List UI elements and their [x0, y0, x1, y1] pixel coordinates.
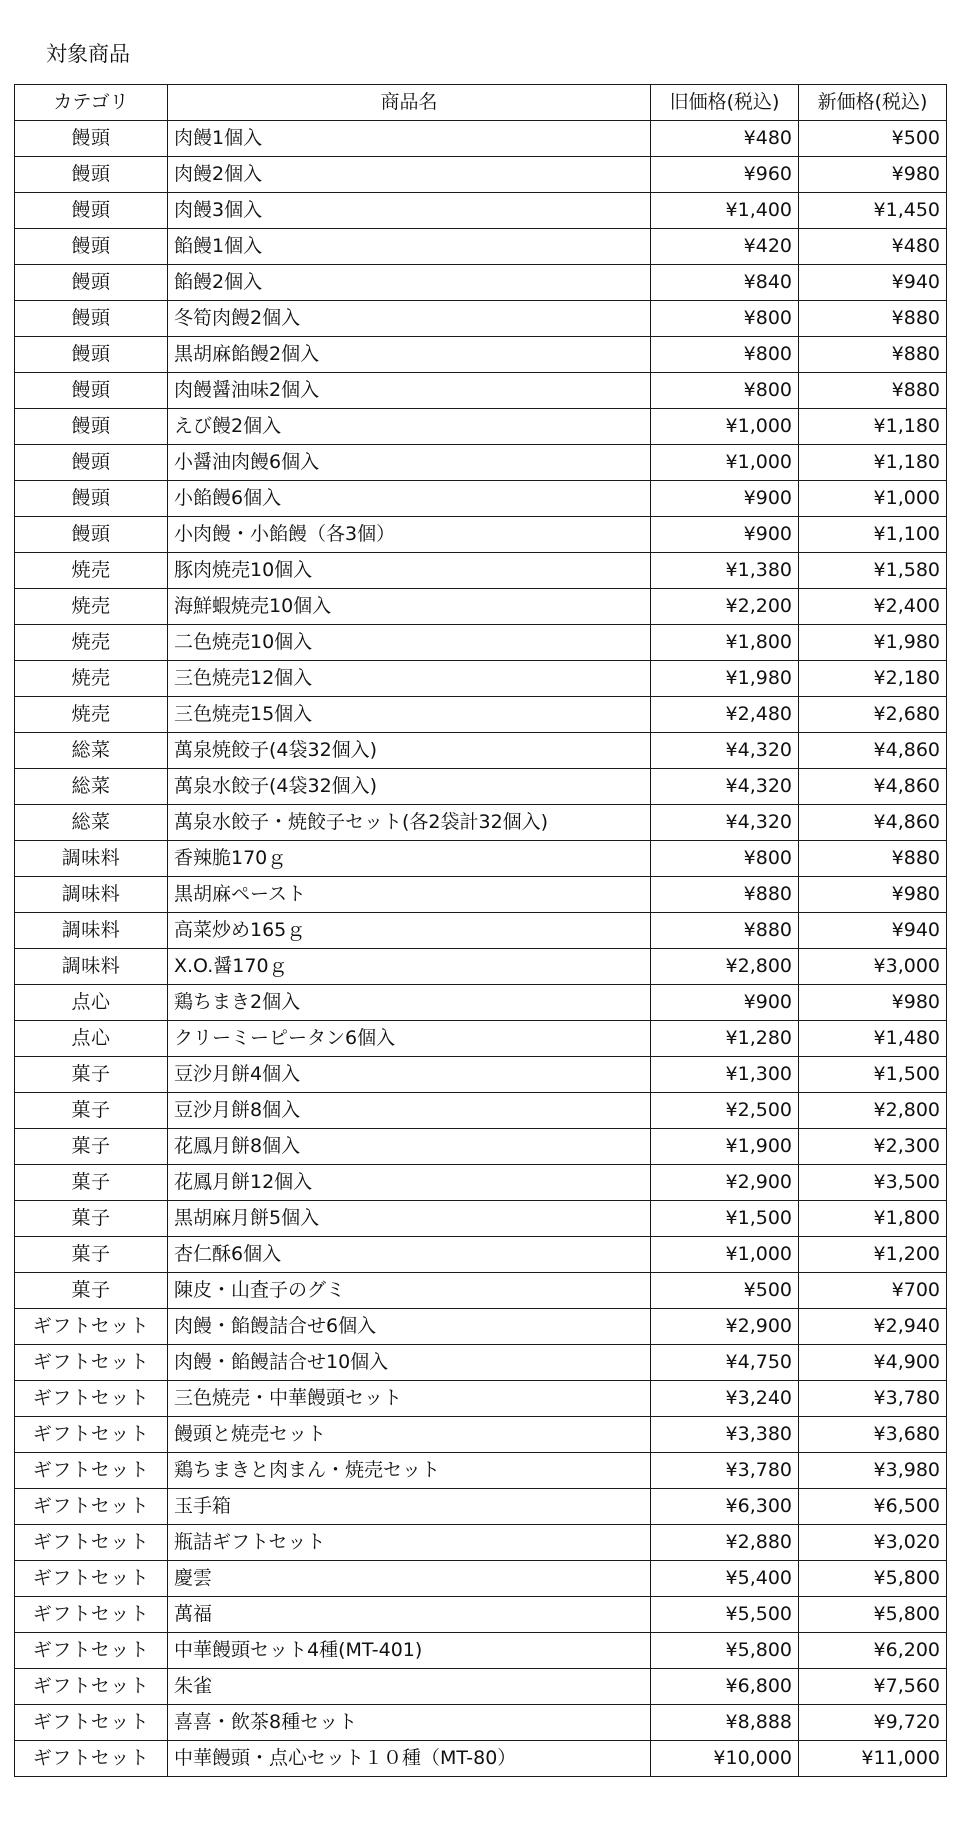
cell-product-name: 三色焼売・中華饅頭セット — [168, 1381, 651, 1417]
table-row — [15, 1705, 947, 1741]
cell-category: ギフトセット — [15, 1561, 168, 1597]
cell-new-price: ¥9,720 — [799, 1705, 947, 1741]
cell-product-name: 瓶詰ギフトセット — [168, 1525, 651, 1561]
cell-product-name: 豆沙月餅8個入 — [168, 1093, 651, 1129]
cell-product-name: X.O.醤170ｇ — [168, 949, 651, 985]
table-row — [15, 1129, 947, 1165]
cell-product-name: 肉饅1個入 — [168, 121, 651, 157]
cell-category: 点心 — [15, 1021, 168, 1057]
cell-old-price: ¥1,000 — [651, 409, 799, 445]
cell-category: 焼売 — [15, 625, 168, 661]
header-product-name: 商品名 — [168, 85, 651, 121]
page-title: 対象商品 — [46, 42, 130, 66]
cell-product-name: 餡饅2個入 — [168, 265, 651, 301]
cell-category: 菓子 — [15, 1237, 168, 1273]
cell-old-price: ¥4,320 — [651, 805, 799, 841]
table-row — [15, 1633, 947, 1669]
cell-old-price: ¥2,880 — [651, 1525, 799, 1561]
table-body — [15, 121, 947, 1777]
cell-new-price: ¥3,000 — [799, 949, 947, 985]
table-row — [15, 553, 947, 589]
cell-product-name: 肉饅・餡饅詰合せ6個入 — [168, 1309, 651, 1345]
cell-old-price: ¥1,380 — [651, 553, 799, 589]
cell-new-price: ¥3,780 — [799, 1381, 947, 1417]
cell-category: 調味料 — [15, 841, 168, 877]
cell-category: 調味料 — [15, 877, 168, 913]
cell-category: 調味料 — [15, 913, 168, 949]
cell-category: 菓子 — [15, 1093, 168, 1129]
table-row — [15, 1453, 947, 1489]
cell-old-price: ¥2,500 — [651, 1093, 799, 1129]
table-row — [15, 337, 947, 373]
table-row — [15, 1525, 947, 1561]
cell-product-name: 肉饅3個入 — [168, 193, 651, 229]
table-row — [15, 1597, 947, 1633]
cell-new-price: ¥2,180 — [799, 661, 947, 697]
cell-category: 焼売 — [15, 589, 168, 625]
cell-category: 菓子 — [15, 1165, 168, 1201]
cell-old-price: ¥800 — [651, 373, 799, 409]
cell-product-name: 小醤油肉饅6個入 — [168, 445, 651, 481]
cell-old-price: ¥1,280 — [651, 1021, 799, 1057]
cell-new-price: ¥1,200 — [799, 1237, 947, 1273]
cell-product-name: 花鳳月餅8個入 — [168, 1129, 651, 1165]
table-row — [15, 1237, 947, 1273]
table-row — [15, 589, 947, 625]
cell-old-price: ¥900 — [651, 517, 799, 553]
cell-new-price: ¥11,000 — [799, 1741, 947, 1777]
cell-old-price: ¥840 — [651, 265, 799, 301]
cell-product-name: 黒胡麻ペースト — [168, 877, 651, 913]
cell-category: 調味料 — [15, 949, 168, 985]
cell-product-name: 杏仁酥6個入 — [168, 1237, 651, 1273]
table-header-row — [15, 85, 947, 121]
table-row — [15, 1165, 947, 1201]
cell-category: 点心 — [15, 985, 168, 1021]
cell-old-price: ¥880 — [651, 877, 799, 913]
cell-new-price: ¥1,800 — [799, 1201, 947, 1237]
cell-product-name: 萬泉水餃子(4袋32個入) — [168, 769, 651, 805]
cell-category: 菓子 — [15, 1129, 168, 1165]
table-row — [15, 877, 947, 913]
table-row — [15, 661, 947, 697]
cell-old-price: ¥960 — [651, 157, 799, 193]
cell-product-name: 玉手箱 — [168, 1489, 651, 1525]
table-row — [15, 1561, 947, 1597]
cell-product-name: 豚肉焼売10個入 — [168, 553, 651, 589]
cell-old-price: ¥900 — [651, 985, 799, 1021]
cell-category: 饅頭 — [15, 157, 168, 193]
cell-old-price: ¥3,380 — [651, 1417, 799, 1453]
cell-new-price: ¥940 — [799, 913, 947, 949]
table-row — [15, 121, 947, 157]
cell-new-price: ¥880 — [799, 373, 947, 409]
cell-category: 饅頭 — [15, 121, 168, 157]
table-row — [15, 1093, 947, 1129]
table-row — [15, 913, 947, 949]
cell-category: ギフトセット — [15, 1345, 168, 1381]
cell-product-name: 三色焼売15個入 — [168, 697, 651, 733]
cell-product-name: 小肉饅・小餡饅（各3個） — [168, 517, 651, 553]
table-row — [15, 805, 947, 841]
cell-product-name: 萬福 — [168, 1597, 651, 1633]
cell-category: 饅頭 — [15, 373, 168, 409]
header-category: カテゴリ — [15, 85, 168, 121]
cell-old-price: ¥5,800 — [651, 1633, 799, 1669]
cell-category: 饅頭 — [15, 229, 168, 265]
cell-new-price: ¥1,100 — [799, 517, 947, 553]
cell-old-price: ¥880 — [651, 913, 799, 949]
cell-category: 焼売 — [15, 553, 168, 589]
cell-category: 焼売 — [15, 661, 168, 697]
cell-product-name: 慶雲 — [168, 1561, 651, 1597]
cell-new-price: ¥500 — [799, 121, 947, 157]
cell-category: ギフトセット — [15, 1417, 168, 1453]
cell-product-name: 豆沙月餅4個入 — [168, 1057, 651, 1093]
cell-new-price: ¥2,940 — [799, 1309, 947, 1345]
table-row — [15, 1741, 947, 1777]
cell-new-price: ¥4,860 — [799, 769, 947, 805]
cell-new-price: ¥4,900 — [799, 1345, 947, 1381]
cell-category: ギフトセット — [15, 1489, 168, 1525]
cell-new-price: ¥1,500 — [799, 1057, 947, 1093]
cell-new-price: ¥940 — [799, 265, 947, 301]
cell-new-price: ¥1,000 — [799, 481, 947, 517]
cell-new-price: ¥880 — [799, 337, 947, 373]
cell-product-name: 陳皮・山査子のグミ — [168, 1273, 651, 1309]
cell-category: 菓子 — [15, 1057, 168, 1093]
cell-category: ギフトセット — [15, 1309, 168, 1345]
cell-new-price: ¥1,480 — [799, 1021, 947, 1057]
cell-old-price: ¥5,400 — [651, 1561, 799, 1597]
cell-category: ギフトセット — [15, 1525, 168, 1561]
cell-category: ギフトセット — [15, 1633, 168, 1669]
table-row — [15, 1345, 947, 1381]
cell-product-name: えび饅2個入 — [168, 409, 651, 445]
cell-new-price: ¥3,980 — [799, 1453, 947, 1489]
cell-old-price: ¥800 — [651, 337, 799, 373]
cell-product-name: 肉饅2個入 — [168, 157, 651, 193]
cell-category: 菓子 — [15, 1273, 168, 1309]
table-row — [15, 1273, 947, 1309]
cell-new-price: ¥3,500 — [799, 1165, 947, 1201]
cell-category: 饅頭 — [15, 193, 168, 229]
table-row — [15, 229, 947, 265]
cell-old-price: ¥2,800 — [651, 949, 799, 985]
cell-new-price: ¥2,800 — [799, 1093, 947, 1129]
cell-category: 饅頭 — [15, 481, 168, 517]
cell-new-price: ¥4,860 — [799, 805, 947, 841]
cell-new-price: ¥1,450 — [799, 193, 947, 229]
cell-product-name: 鶏ちまき2個入 — [168, 985, 651, 1021]
cell-product-name: 朱雀 — [168, 1669, 651, 1705]
cell-old-price: ¥6,800 — [651, 1669, 799, 1705]
cell-new-price: ¥980 — [799, 157, 947, 193]
table-row — [15, 733, 947, 769]
cell-old-price: ¥1,980 — [651, 661, 799, 697]
cell-old-price: ¥2,900 — [651, 1309, 799, 1345]
cell-old-price: ¥420 — [651, 229, 799, 265]
cell-product-name: 小餡饅6個入 — [168, 481, 651, 517]
cell-category: 饅頭 — [15, 409, 168, 445]
table-row — [15, 1489, 947, 1525]
table-row — [15, 1669, 947, 1705]
cell-category: 総菜 — [15, 769, 168, 805]
cell-old-price: ¥800 — [651, 841, 799, 877]
cell-new-price: ¥1,180 — [799, 409, 947, 445]
cell-old-price: ¥1,300 — [651, 1057, 799, 1093]
cell-product-name: 二色焼売10個入 — [168, 625, 651, 661]
table-row — [15, 1021, 947, 1057]
cell-old-price: ¥1,400 — [651, 193, 799, 229]
cell-category: ギフトセット — [15, 1597, 168, 1633]
header-old-price: 旧価格(税込) — [651, 85, 799, 121]
cell-category: 総菜 — [15, 733, 168, 769]
table-row — [15, 265, 947, 301]
cell-new-price: ¥2,680 — [799, 697, 947, 733]
cell-category: 菓子 — [15, 1201, 168, 1237]
table-row — [15, 841, 947, 877]
cell-product-name: 中華饅頭・点心セット１０種（MT-80） — [168, 1741, 651, 1777]
cell-product-name: 肉饅醤油味2個入 — [168, 373, 651, 409]
cell-product-name: 肉饅・餡饅詰合せ10個入 — [168, 1345, 651, 1381]
cell-new-price: ¥6,500 — [799, 1489, 947, 1525]
cell-old-price: ¥5,500 — [651, 1597, 799, 1633]
table-row — [15, 949, 947, 985]
cell-old-price: ¥800 — [651, 301, 799, 337]
cell-product-name: 餡饅1個入 — [168, 229, 651, 265]
cell-old-price: ¥2,900 — [651, 1165, 799, 1201]
table-row — [15, 193, 947, 229]
table-row — [15, 1381, 947, 1417]
table-row — [15, 1057, 947, 1093]
table-row — [15, 445, 947, 481]
cell-product-name: 高菜炒め165ｇ — [168, 913, 651, 949]
cell-category: 饅頭 — [15, 265, 168, 301]
cell-new-price: ¥980 — [799, 877, 947, 913]
cell-category: ギフトセット — [15, 1669, 168, 1705]
cell-category: ギフトセット — [15, 1381, 168, 1417]
cell-old-price: ¥6,300 — [651, 1489, 799, 1525]
cell-old-price: ¥2,480 — [651, 697, 799, 733]
table-row — [15, 157, 947, 193]
cell-product-name: 黒胡麻月餅5個入 — [168, 1201, 651, 1237]
table-row — [15, 301, 947, 337]
cell-product-name: クリーミーピータン6個入 — [168, 1021, 651, 1057]
cell-old-price: ¥500 — [651, 1273, 799, 1309]
table-row — [15, 1201, 947, 1237]
cell-old-price: ¥3,780 — [651, 1453, 799, 1489]
table-row — [15, 697, 947, 733]
cell-new-price: ¥6,200 — [799, 1633, 947, 1669]
cell-old-price: ¥900 — [651, 481, 799, 517]
cell-product-name: 萬泉焼餃子(4袋32個入) — [168, 733, 651, 769]
table-row — [15, 985, 947, 1021]
table-row — [15, 769, 947, 805]
cell-new-price: ¥5,800 — [799, 1561, 947, 1597]
cell-old-price: ¥1,500 — [651, 1201, 799, 1237]
cell-product-name: 鶏ちまきと肉まん・焼売セット — [168, 1453, 651, 1489]
table-row — [15, 409, 947, 445]
cell-product-name: 花鳳月餅12個入 — [168, 1165, 651, 1201]
cell-category: 総菜 — [15, 805, 168, 841]
cell-product-name: 萬泉水餃子・焼餃子セット(各2袋計32個入) — [168, 805, 651, 841]
cell-old-price: ¥1,000 — [651, 1237, 799, 1273]
cell-new-price: ¥700 — [799, 1273, 947, 1309]
cell-new-price: ¥880 — [799, 301, 947, 337]
cell-product-name: 饅頭と焼売セット — [168, 1417, 651, 1453]
cell-product-name: 冬筍肉饅2個入 — [168, 301, 651, 337]
cell-product-name: 三色焼売12個入 — [168, 661, 651, 697]
cell-new-price: ¥1,580 — [799, 553, 947, 589]
cell-category: 饅頭 — [15, 517, 168, 553]
table-row — [15, 481, 947, 517]
cell-new-price: ¥5,800 — [799, 1597, 947, 1633]
table-row — [15, 1417, 947, 1453]
cell-old-price: ¥4,320 — [651, 769, 799, 805]
cell-new-price: ¥1,980 — [799, 625, 947, 661]
cell-category: ギフトセット — [15, 1741, 168, 1777]
cell-old-price: ¥1,000 — [651, 445, 799, 481]
cell-new-price: ¥3,020 — [799, 1525, 947, 1561]
cell-new-price: ¥2,400 — [799, 589, 947, 625]
table-row — [15, 1309, 947, 1345]
cell-product-name: 喜喜・飲茶8種セット — [168, 1705, 651, 1741]
cell-old-price: ¥10,000 — [651, 1741, 799, 1777]
cell-category: ギフトセット — [15, 1453, 168, 1489]
cell-old-price: ¥3,240 — [651, 1381, 799, 1417]
cell-product-name: 香辣脆170ｇ — [168, 841, 651, 877]
cell-new-price: ¥7,560 — [799, 1669, 947, 1705]
cell-category: 焼売 — [15, 697, 168, 733]
cell-category: ギフトセット — [15, 1705, 168, 1741]
cell-product-name: 海鮮蝦焼売10個入 — [168, 589, 651, 625]
cell-old-price: ¥2,200 — [651, 589, 799, 625]
cell-old-price: ¥4,750 — [651, 1345, 799, 1381]
cell-old-price: ¥1,800 — [651, 625, 799, 661]
table-row — [15, 373, 947, 409]
cell-category: 饅頭 — [15, 301, 168, 337]
cell-new-price: ¥4,860 — [799, 733, 947, 769]
cell-new-price: ¥3,680 — [799, 1417, 947, 1453]
cell-old-price: ¥4,320 — [651, 733, 799, 769]
table-row — [15, 517, 947, 553]
cell-new-price: ¥1,180 — [799, 445, 947, 481]
cell-new-price: ¥2,300 — [799, 1129, 947, 1165]
header-new-price: 新価格(税込) — [799, 85, 947, 121]
cell-new-price: ¥880 — [799, 841, 947, 877]
cell-new-price: ¥980 — [799, 985, 947, 1021]
cell-product-name: 中華饅頭セット4種(MT-401) — [168, 1633, 651, 1669]
cell-old-price: ¥1,900 — [651, 1129, 799, 1165]
cell-category: 饅頭 — [15, 337, 168, 373]
price-table — [14, 84, 947, 1777]
cell-old-price: ¥8,888 — [651, 1705, 799, 1741]
cell-category: 饅頭 — [15, 445, 168, 481]
table-row — [15, 625, 947, 661]
cell-old-price: ¥480 — [651, 121, 799, 157]
cell-product-name: 黒胡麻餡饅2個入 — [168, 337, 651, 373]
cell-new-price: ¥480 — [799, 229, 947, 265]
